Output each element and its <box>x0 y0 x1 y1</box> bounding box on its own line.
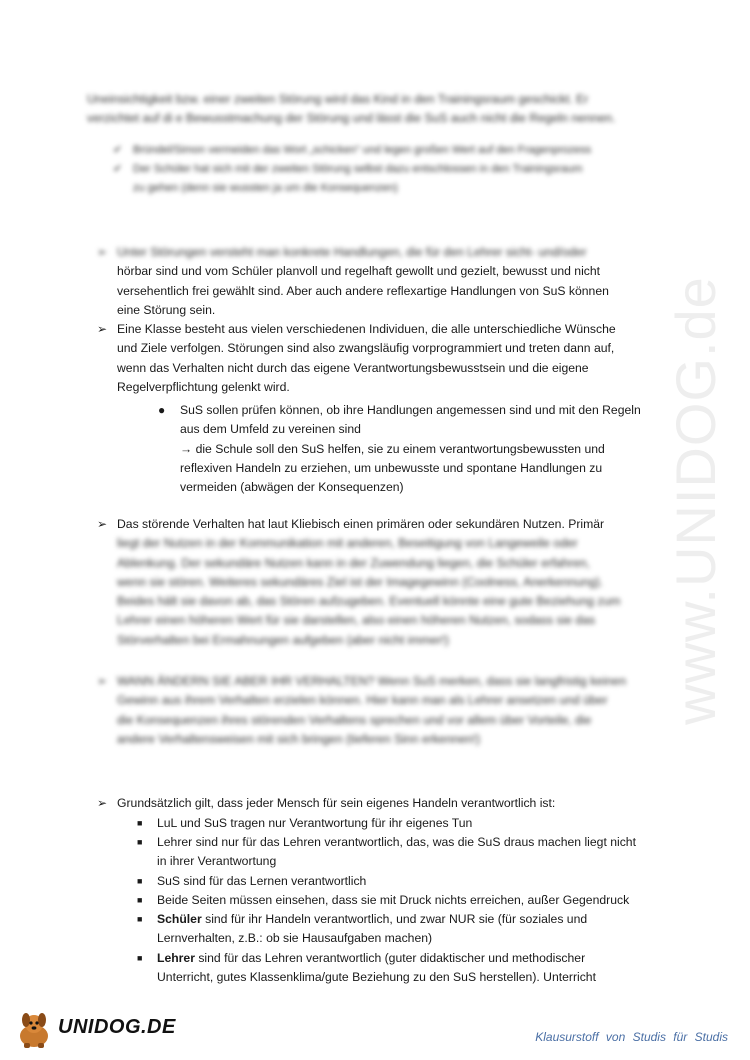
arrow-bullet-icon: ➢ <box>97 796 108 810</box>
square-bullet-icon: ■ <box>137 818 143 828</box>
arrow-bullet-icon: ➢ <box>97 674 108 688</box>
check-item: ✔ Der Schüler hat sich mit der zweiten Störung selbst dazu entschlossen in den Trainingsraum zu gehen (denn sie wussten ja um die Konsequenzen) <box>133 160 663 198</box>
square-bullet-icon: ■ <box>137 953 143 963</box>
dot-bullet-icon: ● <box>158 403 166 417</box>
item-line: hörbar sind und vom Schüler planvoll und regelhaft gewollt und gezielt, bewusst und nicht <box>117 264 601 279</box>
item-line: vermeiden (abwägen der Konsequenzen) <box>180 480 404 495</box>
item-line: Grundsätzlich gilt, dass jeder Mensch für sein eigenes Handeln verantwortlich ist: <box>117 796 556 810</box>
intro-paragraph <box>87 90 647 128</box>
item-line: eine Störung sein. <box>117 302 216 317</box>
arrow-item-wann <box>97 672 659 749</box>
footer-tagline: Klausurstoff von Studis für Studis <box>535 1030 728 1044</box>
item-line-blurred: die Konsequenzen ihres störenden Verhaltens sprechen und vor allem über Vorteile, die <box>117 712 592 727</box>
arrow-item-grundsaetzlich <box>97 794 659 813</box>
arrow-bullet-icon: ➢ <box>97 322 108 336</box>
arrow-bullet-icon: ➢ <box>97 245 108 259</box>
item-line: aus dem Umfeld zu vereinen sind <box>180 422 361 437</box>
arrow-bullet-icon: ➢ <box>97 517 108 531</box>
checkmark-icon: ✔ <box>113 144 123 156</box>
item-line-blurred: Störverhalten bei Ermahnungen aufgeben (aber nicht immer!) <box>117 632 449 647</box>
item-line-blurred: Lehrer einen höheren Wert für sie darstellen, also einen höheren Nutzen, sodass sie das <box>117 613 596 628</box>
square-item: ■ SuS sind für das Lernen verantwortlich <box>157 872 657 891</box>
intro-line: verzichtet auf di e Bewusstmachung der Störung und lässt die SuS auch nicht die Regeln nennen. <box>87 111 616 126</box>
item-line-blurred: Ablenkung. Der sekundäre Nutzen kann in der Zuwendung liegen, die Schüler erfahren, <box>117 555 590 570</box>
item-line: Eine Klasse besteht aus vielen verschiedenen Individuen, die alle unterschiedliche Wünsche <box>117 322 616 336</box>
item-line-blurred: Gewinn aus ihrem Verhalten erzielen können. Hier kann man als Lehrer ansetzen und über <box>117 693 608 708</box>
arrow-item-nutzen <box>97 515 659 650</box>
square-bullet-icon: ■ <box>137 837 143 847</box>
item-line-blurred: WANN ÄNDERN SIE ABER IHR VERHALTEN? Wenn SuS merken, dass sie langfristig keinen <box>117 674 627 688</box>
item-line-blurred: Unter Störungen versteht man konkrete Handlungen, die für den Lehrer sicht- und/oder <box>117 245 587 259</box>
sub-bullet-item <box>158 401 656 497</box>
square-bullet-icon: ■ <box>137 914 143 924</box>
item-line: → die Schule soll den SuS helfen, sie zu einem verantwortungsbewussten und <box>180 441 605 456</box>
item-line: reflexiven Handeln zu erziehen, um unbewusste und spontane Handlungen zu <box>180 460 603 475</box>
intro-line: Uneinsichtigkeit bzw. einer zweiten Störung wird das Kind in den Trainingsraum geschickt. Er <box>87 92 589 106</box>
square-bullet-icon: ■ <box>137 876 143 886</box>
check-item: ✔ Bründel/Simon vermeiden das Wort „schicken“ und legen großen Wert auf den Fragenprozess <box>133 141 663 160</box>
item-line: und Ziele verfolgen. Störungen sind also zwangsläufig vorprogrammiert und treten dann auf, <box>117 341 615 356</box>
arrow-item-klasse <box>97 320 659 397</box>
item-line: Das störende Verhalten hat laut Kliebisch einen primären oder sekundären Nutzen. Primär <box>117 517 605 531</box>
logo-text: UNIDOG.DE <box>58 1016 176 1038</box>
square-bullet-icon: ■ <box>137 895 143 905</box>
item-line: wenn das Verhalten nicht durch das eigene Verantwortungsbewusstsein und die eigene <box>117 360 589 375</box>
square-item: ■ Lehrer sind nur für das Lehren verantwortlich, das, was die SuS draus machen liegt nicht in ihrer Verantwortung <box>137 835 636 869</box>
item-line-blurred: Beides hält sie davon ab, das Stören aufzugeben. Eventuell könnte eine gute Beziehung zum <box>117 594 621 609</box>
footer-logo <box>12 1010 212 1050</box>
item-line: versehentlich frei gewählt sind. Aber auch andere reflexartige Handlungen von SuS können <box>117 283 609 298</box>
item-line-blurred: liegt der Nutzen in der Kommunikation mit anderen, Beseitigung von Langeweile oder <box>117 536 578 551</box>
checkmark-icon: ✔ <box>113 163 123 175</box>
watermark: www.UNIDOG.de <box>663 275 727 725</box>
square-item: ■ LuL und SuS tragen nur Verantwortung für ihr eigenes Tun <box>157 814 657 833</box>
item-line: Regelverpflichtung gelenkt wird. <box>117 379 290 394</box>
item-line: SuS sollen prüfen können, ob ihre Handlungen angemessen sind und mit den Regeln <box>180 403 641 417</box>
dog-logo-icon <box>12 1010 56 1050</box>
square-item: ■ Schüler sind für ihr Handeln verantwortlich, und zwar NUR sie (für soziales und Lernverhalten, z.B.: ob sie Hausaufgaben machen) <box>137 912 588 946</box>
square-item: ■ Lehrer sind für das Lehren verantwortlich (guter didaktischer und methodischer Unterricht, gutes Klassenklima/gute Beziehung zu den SuS herstellen). Unterricht <box>137 951 596 985</box>
item-line-blurred: wenn sie stören. Weiteres sekundäres Ziel ist der Imagegewinn (Coolness, Anerkennung). <box>117 574 604 589</box>
item-line-blurred: andere Verhaltensweisen mit sich bringen (tieferen Sinn erkennen!) <box>117 731 481 746</box>
square-item: ■ Beide Seiten müssen einsehen, dass sie mit Druck nichts erreichen, außer Gegendruck <box>157 891 657 910</box>
arrow-item-stoerungen <box>97 243 659 320</box>
